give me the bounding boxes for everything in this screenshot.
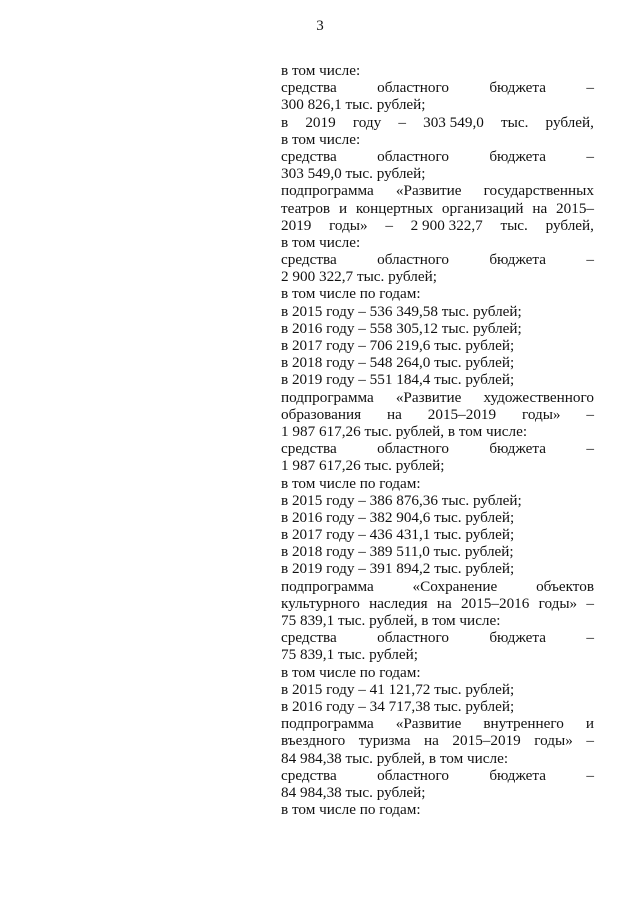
text-line (281, 801, 594, 818)
text-fragment: в 2018 году – 389 511,0 тыс. рублей; (281, 543, 514, 561)
text-line (281, 526, 594, 543)
text-fragment: «Развитие (395, 182, 462, 200)
text-fragment: в том числе по годам: (281, 285, 421, 303)
text-line (281, 320, 594, 337)
text-line (281, 629, 594, 646)
text-line (281, 784, 594, 801)
text-fragment: областного (377, 147, 449, 165)
text-fragment: 2015– (556, 199, 594, 217)
text-line (281, 268, 594, 285)
text-line (281, 354, 594, 371)
text-line (281, 715, 594, 732)
text-fragment: наследия (369, 594, 428, 612)
text-fragment: въездного (281, 732, 346, 750)
text-fragment: бюджета (489, 147, 546, 165)
text-fragment: в том числе: (281, 233, 361, 251)
text-fragment: 2015–2019 (427, 405, 497, 423)
text-fragment: 2019 (281, 216, 312, 234)
text-line (281, 182, 594, 199)
text-fragment: туризма (358, 732, 411, 750)
text-line (281, 543, 594, 560)
text-fragment: средства (281, 440, 337, 458)
text-line (281, 217, 594, 234)
text-fragment: в 2016 году – 558 305,12 тыс. рублей; (281, 319, 522, 337)
text-fragment: «Сохранение (412, 577, 498, 595)
text-line (281, 96, 594, 113)
text-fragment: в 2017 году – 436 431,1 тыс. рублей; (281, 526, 515, 544)
text-line (281, 371, 594, 388)
text-line (281, 664, 594, 681)
text-line (281, 389, 594, 406)
text-fragment: бюджета (489, 629, 546, 647)
text-fragment: бюджета (489, 440, 546, 458)
text-fragment: 300 826,1 тыс. рублей; (281, 96, 426, 114)
text-fragment: и (338, 199, 348, 217)
text-fragment: государственных (483, 182, 594, 200)
text-fragment: – (586, 79, 594, 97)
text-fragment: художественного (483, 388, 594, 406)
text-fragment: 84 984,38 тыс. рублей; (281, 783, 426, 801)
text-fragment: – (586, 147, 594, 165)
text-fragment: 2019 (305, 113, 336, 131)
text-fragment: в том числе по годам: (281, 801, 421, 819)
text-fragment: – (398, 113, 406, 131)
text-body (281, 62, 594, 818)
text-fragment: бюджета (489, 251, 546, 269)
text-fragment: в 2015 году – 41 121,72 тыс. рублей; (281, 680, 515, 698)
text-fragment: в том числе: (281, 62, 361, 79)
text-fragment: образования (281, 405, 362, 423)
text-line (281, 131, 594, 148)
text-fragment: в том числе по годам: (281, 474, 421, 492)
text-fragment: – (385, 216, 393, 234)
text-line (281, 251, 594, 268)
text-fragment: годы» (329, 216, 368, 234)
text-line (281, 406, 594, 423)
text-fragment: подпрограмма (281, 577, 374, 595)
text-fragment: 2 900 322,7 тыс. рублей; (281, 268, 437, 286)
text-fragment: тыс. (500, 216, 528, 234)
text-fragment: областного (377, 251, 449, 269)
text-fragment: 1 987 617,26 тыс. рублей; (281, 457, 445, 475)
text-fragment: в 2015 году – 536 349,58 тыс. рублей; (281, 302, 522, 320)
text-fragment: средства (281, 629, 337, 647)
text-fragment: средства (281, 766, 337, 784)
text-fragment: в том числе: (281, 130, 361, 148)
text-fragment: в 2019 году – 391 894,2 тыс. рублей; (281, 560, 515, 578)
text-fragment: средства (281, 251, 337, 269)
text-line (281, 750, 594, 767)
text-line (281, 148, 594, 165)
text-fragment: – (586, 766, 594, 784)
text-fragment: году (352, 113, 382, 131)
text-fragment: – (586, 251, 594, 269)
text-fragment: подпрограмма (281, 182, 374, 200)
text-line (281, 767, 594, 784)
text-fragment: в 2017 году – 706 219,6 тыс. рублей; (281, 337, 515, 354)
text-fragment: областного (377, 79, 449, 97)
text-line (281, 560, 594, 577)
text-line (281, 681, 594, 698)
text-fragment: на (424, 732, 439, 750)
text-fragment: 75 839,1 тыс. рублей; (281, 646, 418, 664)
text-fragment: областного (377, 629, 449, 647)
text-fragment: годы» (538, 594, 578, 612)
text-line (281, 234, 594, 251)
text-line (281, 200, 594, 217)
text-line (281, 698, 594, 715)
text-fragment: средства (281, 147, 337, 165)
text-fragment: 1 987 617,26 тыс. рублей, в том числе: (281, 422, 528, 440)
text-fragment: 2015–2019 (452, 732, 521, 750)
text-fragment: на (387, 405, 402, 423)
text-fragment: – (586, 594, 594, 612)
text-fragment: – (586, 440, 594, 458)
text-line (281, 509, 594, 526)
text-line (281, 492, 594, 509)
text-fragment: в (281, 113, 289, 131)
text-fragment: внутреннего (483, 715, 564, 733)
text-fragment: 2 900 322,7 (410, 216, 483, 234)
text-fragment: объектов (536, 577, 594, 595)
text-line (281, 595, 594, 612)
text-fragment: средства (281, 79, 337, 97)
text-fragment: 75 839,1 тыс. рублей, в том числе: (281, 612, 501, 629)
text-fragment: годы» (534, 732, 573, 750)
text-line (281, 646, 594, 663)
text-fragment: 303 549,0 (423, 113, 484, 131)
text-fragment: 2015–2016 (461, 594, 530, 612)
text-fragment: в 2019 году – 551 184,4 тыс. рублей; (281, 371, 515, 389)
text-fragment: «Развитие (395, 388, 462, 406)
text-fragment: рублей, (545, 113, 594, 131)
text-fragment: областного (377, 766, 449, 784)
text-fragment: в 2015 году – 386 876,36 тыс. рублей; (281, 491, 522, 509)
text-line (281, 475, 594, 492)
text-fragment: рублей, (545, 216, 594, 234)
text-line (281, 337, 594, 354)
text-line (281, 440, 594, 457)
text-line (281, 165, 594, 182)
text-fragment: и (585, 715, 594, 733)
text-fragment: бюджета (489, 79, 546, 97)
text-fragment: концертных (355, 199, 434, 217)
page-number: 3 (316, 18, 324, 34)
text-fragment: на (532, 199, 548, 217)
text-line (281, 62, 594, 79)
text-fragment: подпрограмма (281, 388, 374, 406)
text-line (281, 114, 594, 131)
text-line (281, 423, 594, 440)
text-fragment: 303 549,0 тыс. рублей; (281, 165, 426, 183)
text-line (281, 303, 594, 320)
text-fragment: «Развитие (395, 715, 462, 733)
text-fragment: 84 984,38 тыс. рублей, в том числе: (281, 749, 509, 767)
text-line (281, 79, 594, 96)
text-fragment: – (586, 732, 594, 750)
text-fragment: годы» (521, 405, 561, 423)
text-fragment: в 2016 году – 34 717,38 тыс. рублей; (281, 697, 515, 715)
text-fragment: – (586, 405, 594, 423)
text-fragment: в 2018 году – 548 264,0 тыс. рублей; (281, 354, 515, 372)
text-line (281, 732, 594, 749)
text-fragment: организаций (441, 199, 524, 217)
text-fragment: тыс. (501, 113, 529, 131)
text-fragment: бюджета (489, 766, 546, 784)
text-line (281, 612, 594, 629)
text-line (281, 457, 594, 474)
text-line (281, 285, 594, 302)
text-fragment: в 2016 году – 382 904,6 тыс. рублей; (281, 508, 515, 526)
text-line (281, 578, 594, 595)
text-fragment: – (586, 629, 594, 647)
text-fragment: областного (377, 440, 449, 458)
text-fragment: подпрограмма (281, 715, 374, 733)
text-fragment: в том числе по годам: (281, 663, 421, 681)
text-fragment: культурного (281, 594, 360, 612)
text-fragment: театров (281, 199, 331, 217)
text-fragment: на (436, 594, 452, 612)
